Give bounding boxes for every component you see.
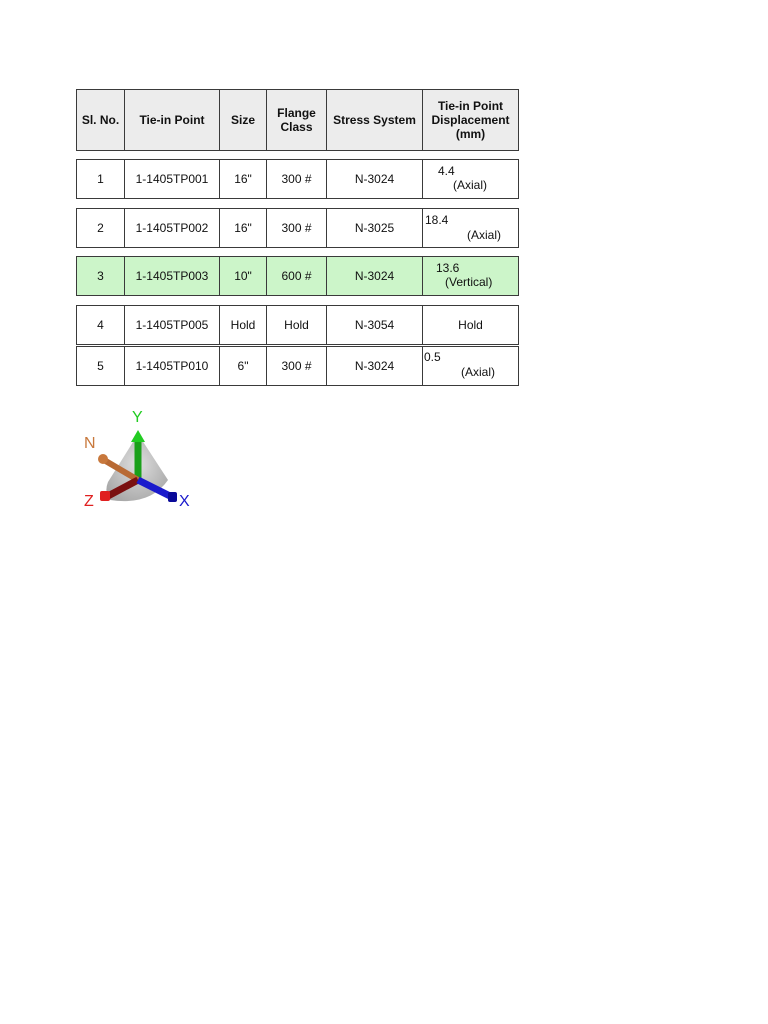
displacement-direction: (Axial) [461,365,496,379]
header-displacement [423,90,519,151]
displacement-direction: (Vertical) [445,275,493,289]
displacement-value: 13.6 [436,261,460,275]
header-flange-line2: Class [280,120,313,134]
cell-sl-no: 3 [77,257,125,296]
header-sl-no: Sl. No. [77,90,125,151]
table-row-highlighted [76,256,519,296]
table-row [76,159,519,199]
header-flange-line1: Flange [277,106,316,120]
cell-stress-system: N-3024 [327,160,423,199]
cell-tie-in-point: 1-1405TP005 [125,306,220,345]
y-axis-arrow [131,430,145,442]
displacement-direction: (Axial) [453,178,488,192]
table-header [76,89,519,151]
cell-displacement [423,209,519,248]
n-axis-tip [98,454,108,464]
cell-stress-system: N-3025 [327,209,423,248]
cell-stress-system: N-3024 [327,347,423,386]
z-axis-label: Z [84,493,94,510]
table-row [76,346,519,386]
coordinate-triad [80,402,200,514]
cell-displacement [423,160,519,199]
n-axis-label: N [84,435,96,452]
cell-flange-class: 600 # [267,257,327,296]
header-size: Size [220,90,267,151]
cell-flange-class: 300 # [267,347,327,386]
cell-sl-no: 4 [77,306,125,345]
cell-sl-no: 1 [77,160,125,199]
cell-sl-no: 2 [77,209,125,248]
cell-size: 6" [220,347,267,386]
header-disp-line3: (mm) [455,127,486,141]
cell-size: 16" [220,209,267,248]
cell-displacement [423,347,519,386]
header-disp-line2: Displacement [431,113,510,127]
cell-size: 10" [220,257,267,296]
displacement-value: 18.4 [425,213,449,227]
cell-size: 16" [220,160,267,199]
x-axis-tip [168,492,177,502]
header-tie-in-point: Tie-in Point [125,90,220,151]
displacement-direction: (Axial) [467,228,502,242]
cell-flange-class: Hold [267,306,327,345]
x-axis-label: X [179,493,190,510]
cell-flange-class: 300 # [267,160,327,199]
header-stress-system: Stress System [327,90,423,151]
header-flange-class [267,90,327,151]
displacement-value: 4.4 [438,164,455,178]
z-axis-tip [100,491,110,501]
y-axis-label: Y [132,409,143,426]
table-row [76,208,519,248]
table-row [76,305,519,345]
cell-tie-in-point: 1-1405TP003 [125,257,220,296]
header-disp-line1: Tie-in Point [437,99,504,113]
cell-size: Hold [220,306,267,345]
displacement-value: 0.5 [424,350,441,364]
cell-displacement: Hold [423,306,519,345]
cell-displacement [423,257,519,296]
cell-tie-in-point: 1-1405TP002 [125,209,220,248]
cell-tie-in-point: 1-1405TP001 [125,160,220,199]
cell-tie-in-point: 1-1405TP010 [125,347,220,386]
cell-stress-system: N-3024 [327,257,423,296]
cell-stress-system: N-3054 [327,306,423,345]
cell-sl-no: 5 [77,347,125,386]
triad-graphic [80,402,200,514]
cell-flange-class: 300 # [267,209,327,248]
